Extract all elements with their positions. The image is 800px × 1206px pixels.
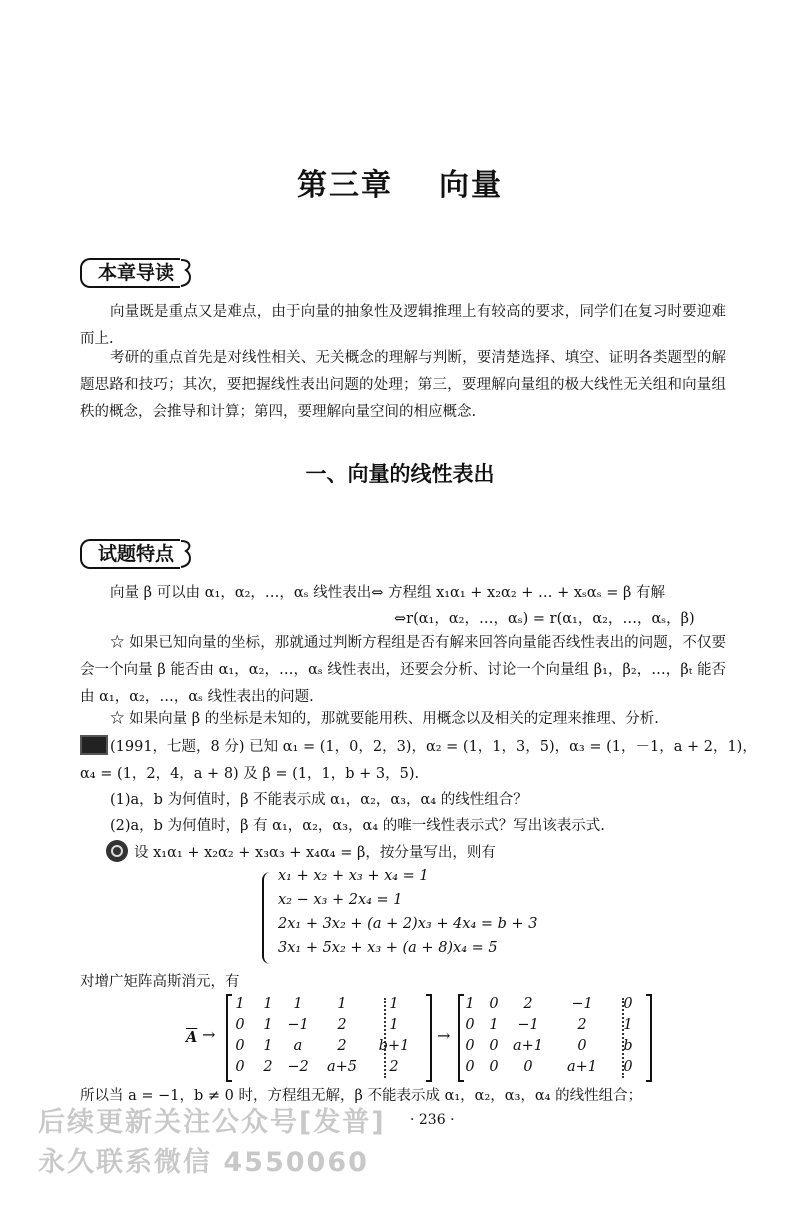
matrix-label: $\overline{A}$ — [186, 1029, 198, 1046]
matrix-cell: a — [293, 1038, 303, 1054]
gauss-text: 对增广矩阵高斯消元，有 — [80, 974, 240, 990]
matrix-cell: 0 — [623, 996, 633, 1012]
equation-3: 2x₁ + 3x₂ + (a + 2)x₃ + 4x₄ = b + 3 — [278, 916, 538, 932]
matrix-cell: 0 — [623, 1059, 633, 1075]
question-2: (2)a，b 为何值时，β 有 α₁，α₂，α₃，α₄ 的唯一线性表示式？写出该表示式. — [110, 818, 605, 834]
matrix-cell: 0 — [235, 1059, 245, 1075]
augmented-matrix — [226, 994, 432, 1082]
matrix-cell: a+5 — [326, 1059, 358, 1075]
matrix-cell: 0 — [489, 1059, 499, 1075]
matrix-cell: 1 — [623, 1017, 633, 1033]
equation-1: x₁ + x₂ + x₃ + x₄ = 1 — [278, 868, 429, 884]
arrow-icon: → — [202, 1025, 216, 1044]
matrix-cell: a+1 — [512, 1038, 544, 1054]
matrix-cell: 0 — [235, 1017, 245, 1033]
matrix-cell: 0 — [489, 996, 499, 1012]
matrix-cell: 1 — [263, 996, 273, 1012]
matrix-cell: 2 — [263, 1059, 273, 1075]
matrix-cell: 1 — [489, 1017, 499, 1033]
example-text-1: (1991，七题，8 分) 已知 α₁ = (1，0，2，3)，α₂ = (1，1，3，5)，α₃ = (1，－1，a + 2，1)， — [110, 739, 757, 755]
left-brace-icon — [262, 872, 274, 964]
guide-tag-label: 本章导读 — [92, 258, 180, 288]
matrix-cell: 1 — [263, 1038, 273, 1054]
matrix-cell: 0 — [577, 1038, 587, 1054]
matrix-cell: 2 — [577, 1017, 587, 1033]
question-1: (1)a，b 为何值时，β 不能表示成 α₁，α₂，α₃，α₄ 的线性组合？ — [110, 792, 528, 808]
matrix-cell: −2 — [287, 1059, 309, 1075]
reduced-matrix — [458, 994, 652, 1082]
scroll-end-icon — [180, 539, 194, 569]
equation-4: 3x₁ + 5x₂ + x₃ + (a + 8)x₄ = 5 — [278, 940, 498, 956]
matrix-cell: 1 — [235, 996, 245, 1012]
arrow-icon: → — [437, 1026, 451, 1045]
example-line-1 — [80, 735, 757, 759]
matrix-cell: −1 — [517, 1017, 539, 1033]
equation-2: x₂ − x₃ + 2x₄ = 1 — [278, 892, 403, 908]
matrix-cell: 0 — [489, 1038, 499, 1054]
matrix-cell: 2 — [337, 1038, 347, 1054]
solution-intro-text: 设 x₁α₁ + x₂α₂ + x₃α₃ + x₄α₄ = β，按分量写出，则有 — [134, 845, 496, 861]
guide-paragraph-1: 向量既是重点又是难点，由于向量的抽象性及逻辑推理上有较高的要求，同学们在复习时要迎难而上. — [80, 304, 726, 347]
scroll-end-icon — [180, 258, 194, 288]
guide-tag — [80, 256, 194, 290]
matrix-cell: 2 — [523, 996, 533, 1012]
matrix-cell: −1 — [287, 1017, 309, 1033]
matrix-cell: 1 — [465, 996, 475, 1012]
features-tag — [80, 537, 194, 571]
solution-intro — [106, 840, 496, 865]
feature-paragraph-1: ☆ 如果已知向量的坐标，那就通过判断方程组是否有解来回答向量能否线性表出的问题，不仅要会一个向量 β 能否由 α₁，α₂，…，αₛ 线性表出，还要会分析、讨论一个向量组 β₁，β₂，…，βₜ 能否由 α₁，α₂，…，αₛ 线性表出的问题. — [80, 635, 726, 705]
equivalence-line-2: ⇔r(α₁，α₂，…，αₛ) = r(α₁，α₂，…，αₛ，β) — [394, 611, 695, 627]
matrix-cell: a+1 — [566, 1059, 598, 1075]
matrix-cell: 0 — [465, 1017, 475, 1033]
equivalence-line-1: 向量 β 可以由 α₁，α₂，…，αₛ 线性表出⇔ 方程组 x₁α₁ + x₂α₂ + … + xₛαₛ = β 有解 — [110, 585, 665, 601]
matrix-cell: 1 — [263, 1017, 273, 1033]
chapter-number: 第三章 — [297, 168, 393, 203]
equation-system — [262, 868, 602, 968]
solution-badge-icon — [106, 840, 128, 862]
guide-paragraph-2: 考研的重点首先是对线性相关、无关概念的理解与判断，要清楚选择、填空、证明各类题型的解题思路和技巧；其次，要把握线性表出问题的处理；第三，要理解向量组的极大线性无关组和向量组秩的概念，会推导和计算；第四，要理解向量空间的相应概念. — [80, 350, 726, 420]
example-badge-icon — [80, 735, 108, 755]
matrix-cell: 0 — [465, 1038, 475, 1054]
matrix-cell: 0 — [523, 1059, 533, 1075]
matrix-cell: b+1 — [378, 1038, 410, 1054]
conclusion-line: 所以当 a = −1，b ≠ 0 时，方程组无解，β 不能表示成 α₁，α₂，α₃，α₄ 的线性组合； — [80, 1088, 643, 1104]
chapter-title — [0, 160, 800, 204]
feature-paragraph-2: ☆ 如果向量 β 的坐标是未知的，那就要能用秩、用概念以及相关的定理来推理、分析. — [110, 711, 659, 727]
matrix-cell: 0 — [465, 1059, 475, 1075]
matrix-cell: 2 — [337, 1017, 347, 1033]
matrix-cell: −1 — [571, 996, 593, 1012]
matrix-cell: 1 — [337, 996, 347, 1012]
chapter-name: 向量 — [439, 168, 503, 203]
matrix-cell: 2 — [389, 1059, 399, 1075]
matrix-cell: 1 — [389, 996, 399, 1012]
section-title: 一、向量的线性表出 — [305, 462, 495, 486]
matrix-cell: b — [623, 1038, 633, 1054]
watermark-line-1: 后续更新关注公众号[发普] — [38, 1107, 386, 1138]
example-line-2: α₄ = (1，2，4，a + 8) 及 β = (1，1，b + 3，5). — [80, 766, 420, 782]
features-tag-label: 试题特点 — [92, 539, 180, 569]
matrix-cell: 1 — [389, 1017, 399, 1033]
watermark-line-2: 永久联系微信 4550060 — [38, 1147, 369, 1178]
matrix-cell: 1 — [293, 996, 303, 1012]
matrix-cell: 0 — [235, 1038, 245, 1054]
page-number: · 236 · — [410, 1112, 455, 1128]
